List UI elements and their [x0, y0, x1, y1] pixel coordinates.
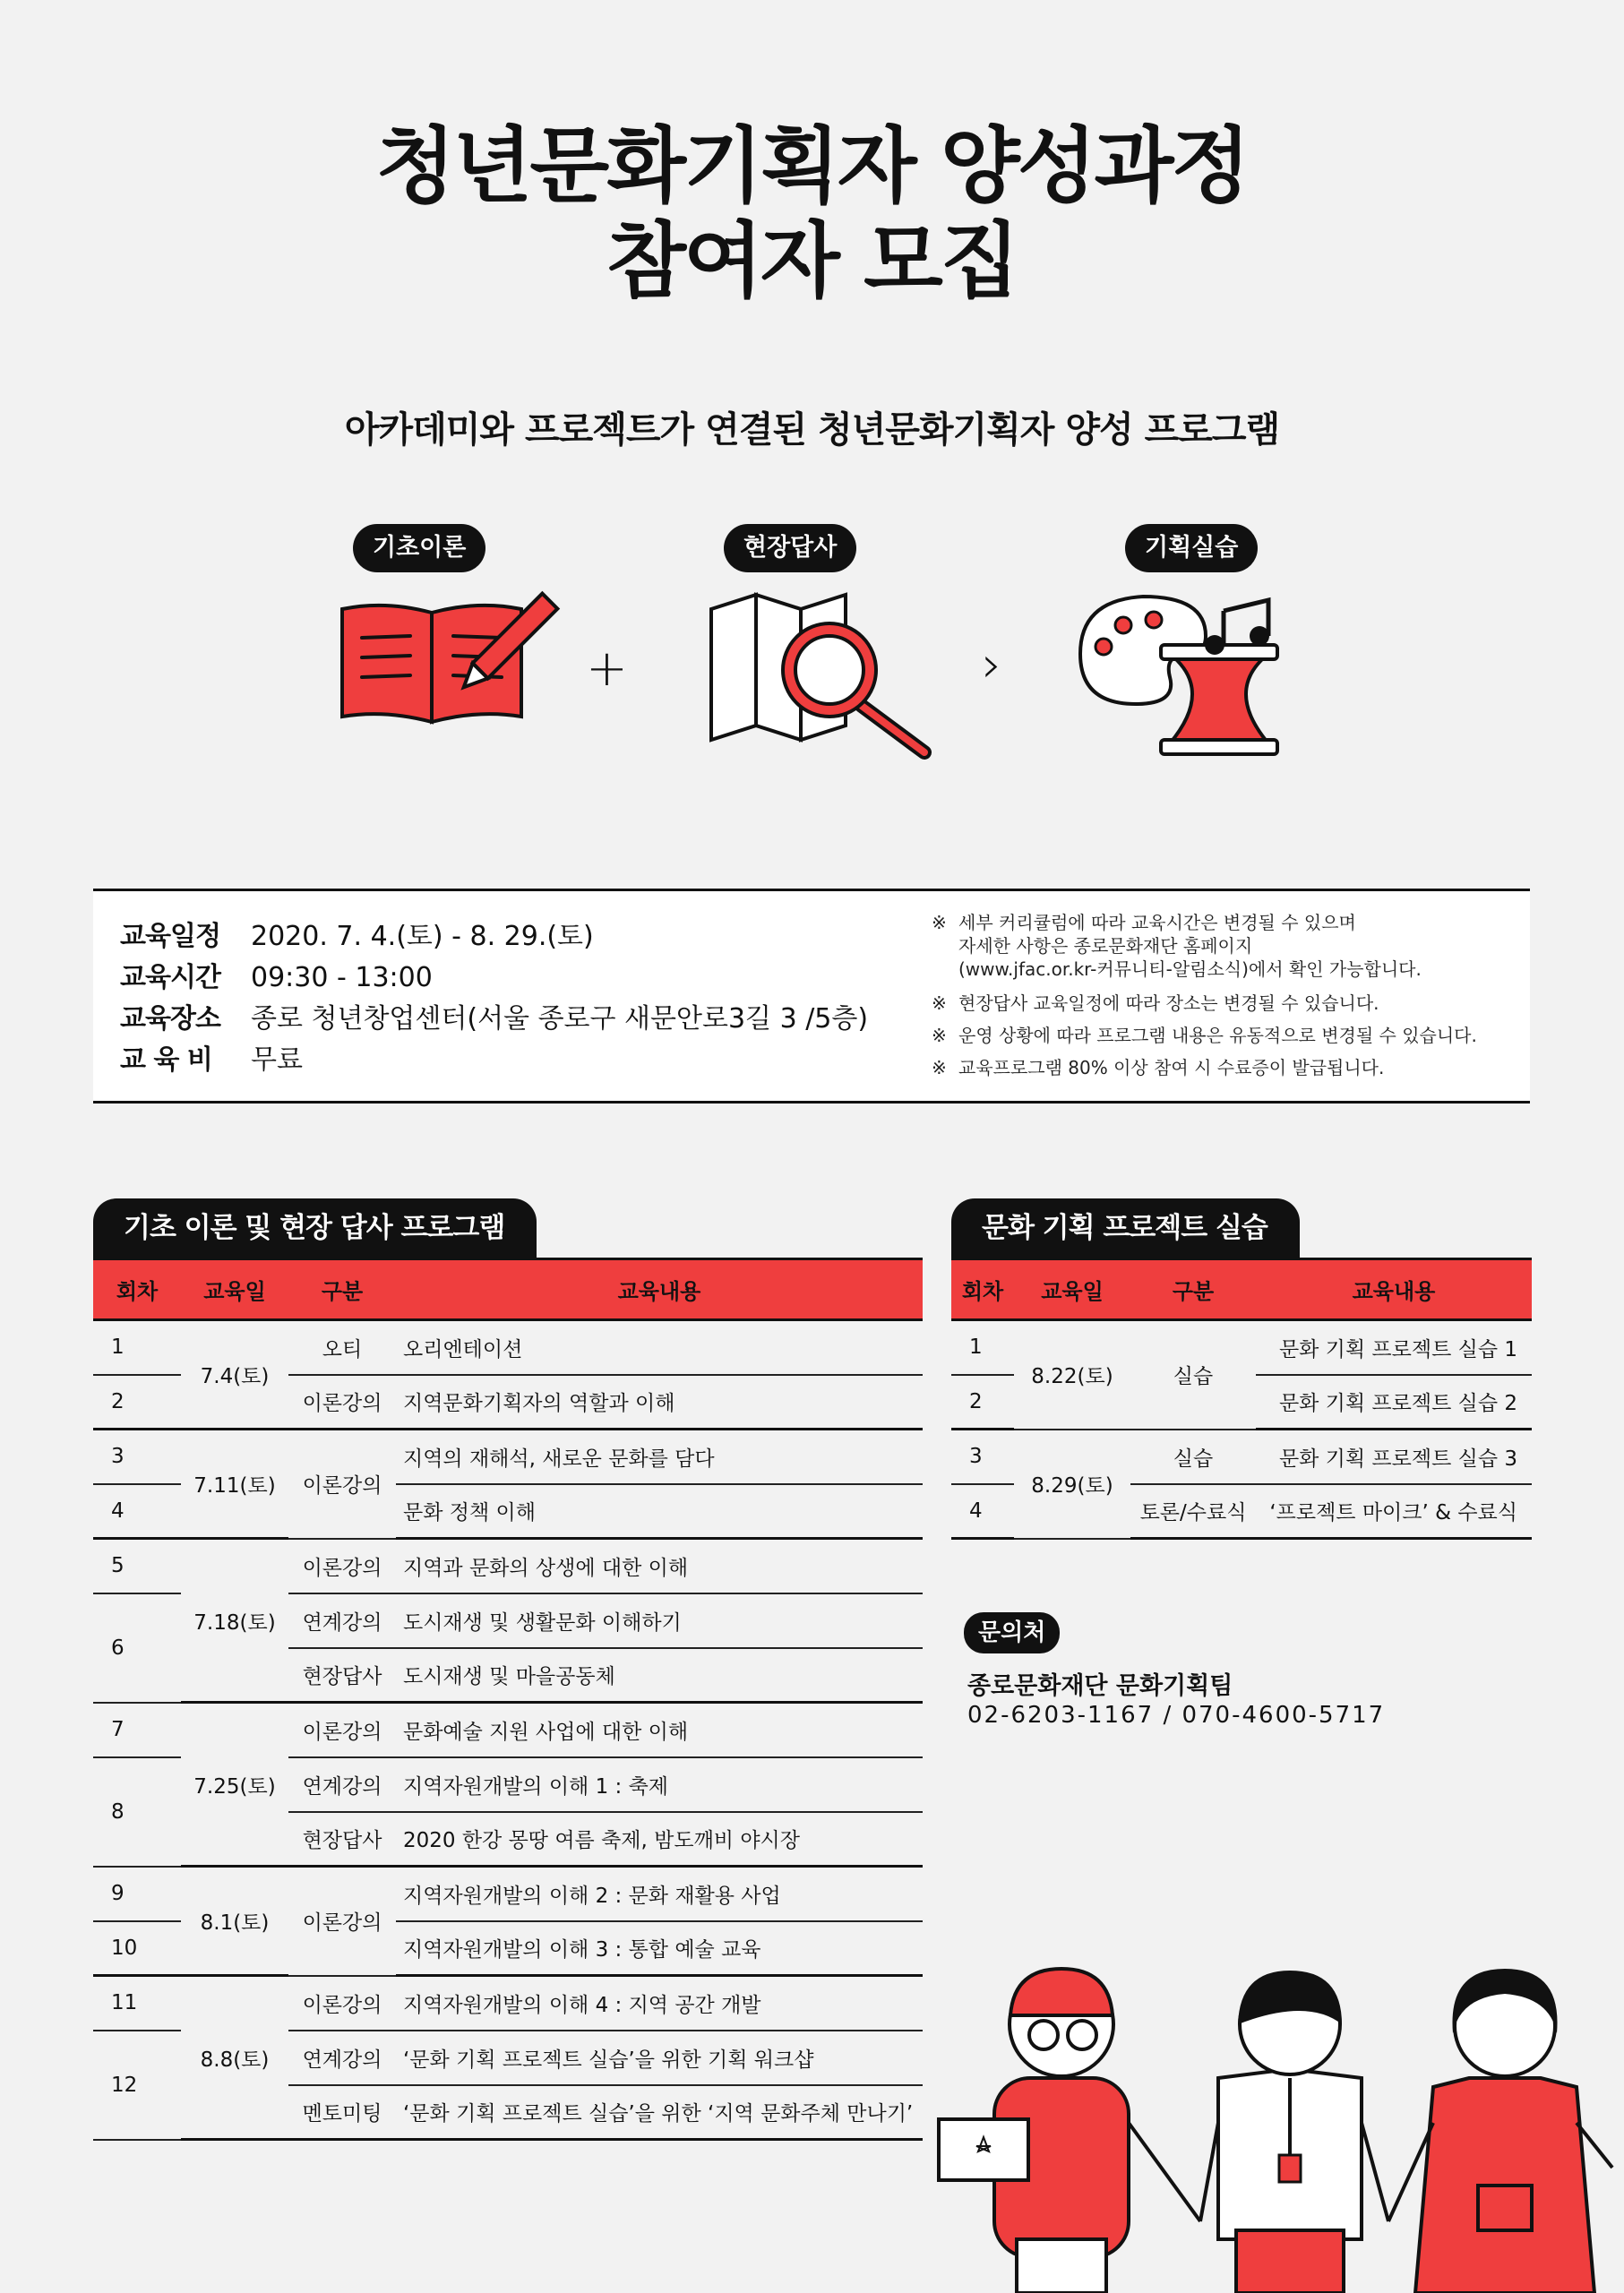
cell-session-no: 7 — [93, 1703, 181, 1757]
cell-content: 지역자원개발의 이해 1 : 축제 — [396, 1757, 923, 1812]
cell-type: 연계강의 — [288, 1757, 396, 1812]
table-row — [93, 1430, 923, 1484]
cell-date: 7.4(토) — [181, 1320, 288, 1430]
info-box — [93, 889, 1530, 1104]
cell-date: 7.25(토) — [181, 1703, 288, 1867]
cell-type: 이론강의 — [288, 1976, 396, 2031]
note-4 — [932, 1056, 1384, 1079]
cell-date: 7.18(토) — [181, 1539, 288, 1703]
cell-type: 멘토미팅 — [288, 2085, 396, 2140]
info-row-place — [120, 999, 868, 1040]
cell-type: 이론강의 — [288, 1867, 396, 1976]
note-text: 세부 커리큘럼에 따라 교육시간은 변경될 수 있으며 — [958, 912, 1356, 933]
title-line2: 참여자 모집 — [606, 213, 1018, 309]
note-mark: ※ — [932, 912, 947, 933]
tab-basic-field-program: 기초 이론 및 현장 답사 프로그램 — [93, 1198, 537, 1258]
tab-project-practice: 문화 기획 프로젝트 실습 — [951, 1198, 1300, 1258]
cell-content: 지역자원개발의 이해 2 : 문화 재활용 사업 — [396, 1867, 923, 1921]
cell-content: 지역자원개발의 이해 3 : 통합 예술 교육 — [396, 1921, 923, 1976]
cell-date: 8.22(토) — [1014, 1320, 1130, 1430]
cell-session-no: 9 — [93, 1867, 181, 1921]
info-row-time — [120, 958, 433, 999]
note-mark: ※ — [932, 992, 947, 1014]
note-text: 운영 상황에 따라 프로그램 내용은 유동적으로 변경될 수 있습니다. — [958, 1025, 1477, 1046]
info-key: 교육시간 — [120, 962, 220, 993]
header-no: 회차 — [951, 1259, 1014, 1320]
cell-content: 문화예술 지원 사업에 대한 이해 — [396, 1703, 923, 1757]
cell-content: 문화 기획 프로젝트 실습 3 — [1256, 1430, 1532, 1484]
map-magnifier-icon — [702, 582, 935, 761]
step-pill-field-trip: 현장답사 — [724, 524, 856, 572]
note-text: 교육프로그램 80% 이상 참여 시 수료증이 발급됩니다. — [958, 1057, 1385, 1078]
cell-type: 실습 — [1130, 1430, 1256, 1484]
header-date: 교육일 — [181, 1259, 288, 1320]
cell-session-no: 10 — [93, 1921, 181, 1976]
cell-content: 지역문화기획자의 역할과 이해 — [396, 1375, 923, 1430]
cell-content: 문화 기획 프로젝트 실습 2 — [1256, 1375, 1532, 1430]
contact-phone: 02-6203-1167 / 070-4600-5717 — [967, 1702, 1386, 1729]
cell-type: 현장답사 — [288, 1812, 396, 1867]
note-2 — [932, 992, 1379, 1015]
table-row — [93, 1539, 923, 1593]
table-row — [93, 1867, 923, 1921]
info-value: 09:30 - 13:00 — [251, 962, 433, 993]
note-1 — [932, 911, 1422, 981]
info-row-schedule — [120, 916, 594, 958]
cell-date: 8.1(토) — [181, 1867, 288, 1976]
contact-label: 문의처 — [964, 1612, 1060, 1653]
note-text: 현장답사 교육일정에 따라 장소는 변경될 수 있습니다. — [958, 992, 1379, 1014]
cell-content: 2020 한강 몽땅 여름 축제, 밤도깨비 야시장 — [396, 1812, 923, 1867]
cell-content: 도시재생 및 생활문화 이해하기 — [396, 1593, 923, 1648]
cell-content: 도시재생 및 마을공동체 — [396, 1648, 923, 1703]
cell-session-no: 3 — [951, 1430, 1014, 1484]
cell-content: 지역자원개발의 이해 4 : 지역 공간 개발 — [396, 1976, 923, 2031]
cell-type: 이론강의 — [288, 1430, 396, 1539]
header-type: 구분 — [288, 1259, 396, 1320]
subtitle: 아카데미와 프로젝트가 연결된 청년문화기획자 양성 프로그램 — [344, 409, 1280, 451]
plus-connector: + — [586, 640, 628, 698]
table-header — [93, 1259, 923, 1320]
note-mark: ※ — [932, 1057, 947, 1078]
cell-type: 이론강의 — [288, 1703, 396, 1757]
info-key: 교육장소 — [120, 1003, 220, 1035]
cell-content: 문화 정책 이해 — [396, 1484, 923, 1539]
cell-session-no: 2 — [93, 1375, 181, 1430]
cell-type: 이론강의 — [288, 1539, 396, 1593]
info-value: 2020. 7. 4.(토) - 8. 29.(토) — [251, 921, 594, 952]
info-value: 무료 — [251, 1044, 303, 1076]
cell-type: 현장답사 — [288, 1648, 396, 1703]
cell-session-no: 6 — [93, 1593, 181, 1703]
table-row — [951, 1430, 1532, 1484]
cell-type: 실습 — [1130, 1320, 1256, 1430]
cell-type: 오티 — [288, 1320, 396, 1375]
cell-type: 이론강의 — [288, 1375, 396, 1430]
info-value: 종로 청년창업센터(서울 종로구 새문안로3길 3 /5층) — [251, 1003, 869, 1035]
characters-illustration — [932, 1944, 1624, 2293]
cell-session-no: 1 — [951, 1320, 1014, 1375]
header-type: 구분 — [1130, 1259, 1256, 1320]
table-row — [93, 1976, 923, 2031]
table-header — [951, 1259, 1532, 1320]
info-row-fee — [120, 1040, 303, 1081]
cell-session-no: 3 — [93, 1430, 181, 1484]
cell-content: 문화 기획 프로젝트 실습 1 — [1256, 1320, 1532, 1375]
cell-session-no: 11 — [93, 1976, 181, 2031]
header-content: 교육내용 — [1256, 1259, 1532, 1320]
table-row — [93, 1320, 923, 1375]
header-content: 교육내용 — [396, 1259, 923, 1320]
cell-type: 연계강의 — [288, 1593, 396, 1648]
cell-date: 7.11(토) — [181, 1430, 288, 1539]
cell-content: ‘프로젝트 마이크’ & 수료식 — [1256, 1484, 1532, 1539]
cell-content: ‘문화 기획 프로젝트 실습’을 위한 기획 워크샵 — [396, 2031, 923, 2085]
table-row — [93, 1703, 923, 1757]
cell-date: 8.29(토) — [1014, 1430, 1130, 1539]
cell-session-no: 1 — [93, 1320, 181, 1375]
cell-session-no: 8 — [93, 1757, 181, 1867]
note-3 — [932, 1024, 1477, 1047]
step-pill-practice: 기획실습 — [1125, 524, 1258, 572]
cell-date: 8.8(토) — [181, 1976, 288, 2140]
header-no: 회차 — [93, 1259, 181, 1320]
cell-content: 지역의 재해석, 새로운 문화를 담다 — [396, 1430, 923, 1484]
header-date: 교육일 — [1014, 1259, 1130, 1320]
contact-org: 종로문화재단 문화기획팀 — [967, 1672, 1233, 1700]
arrow-connector: › — [982, 636, 1002, 694]
step-pill-basic-theory: 기초이론 — [353, 524, 485, 572]
title-line1: 청년문화기획자 양성과정 — [375, 118, 1249, 214]
cell-session-no: 4 — [93, 1484, 181, 1539]
cell-session-no: 2 — [951, 1375, 1014, 1430]
info-key: 교 육 비 — [120, 1044, 212, 1076]
cell-type: 연계강의 — [288, 2031, 396, 2085]
note-mark: ※ — [932, 1025, 947, 1046]
cell-content: 지역과 문화의 상생에 대한 이해 — [396, 1539, 923, 1593]
cell-session-no: 5 — [93, 1539, 181, 1593]
table-row — [951, 1320, 1532, 1375]
cell-content: ‘문화 기획 프로젝트 실습’을 위한 ‘지역 문화주체 만나기’ — [396, 2085, 923, 2140]
palette-music-icon — [1071, 573, 1331, 761]
note-cont: (www.jfac.or.kr-커뮤니티-알림소식)에서 확인 가능합니다. — [958, 958, 1422, 980]
note-cont: 자세한 사항은 종로문화재단 홈페이지 — [958, 935, 1253, 957]
info-key: 교육일정 — [120, 921, 220, 952]
cell-type: 토론/수료식 — [1130, 1484, 1256, 1539]
program-table-left — [93, 1258, 923, 2141]
cell-session-no: 12 — [93, 2031, 181, 2140]
book-pencil-icon — [331, 564, 573, 734]
program-table-right — [951, 1258, 1532, 1540]
cell-session-no: 4 — [951, 1484, 1014, 1539]
cell-content: 오리엔테이션 — [396, 1320, 923, 1375]
